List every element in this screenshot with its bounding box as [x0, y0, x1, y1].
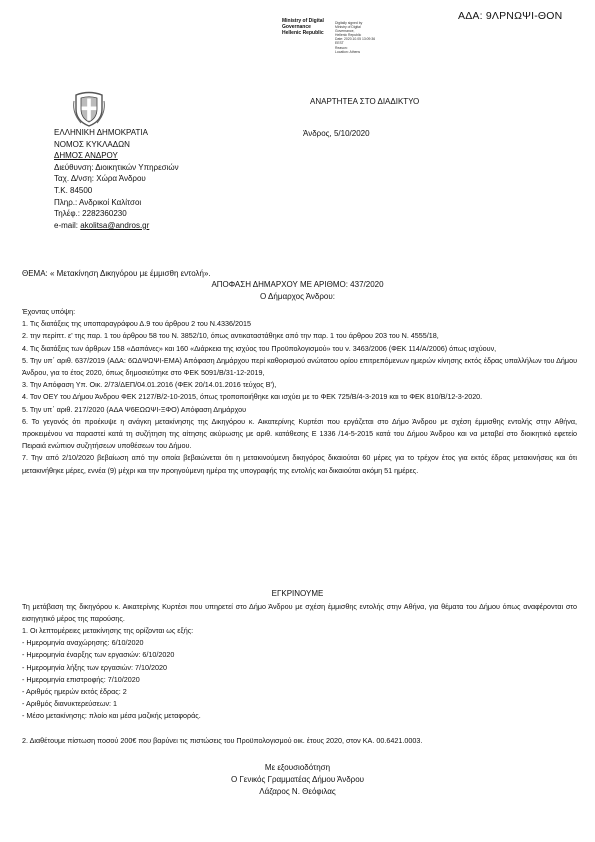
ada-code: ΑΔΑ: 9ΛΡΝΩΨΙ-ΘΟΝ — [458, 10, 563, 22]
postcode: Τ.Κ. 84500 — [54, 185, 93, 195]
travel-details — [22, 625, 201, 723]
signoff-authorization: Με εξουσιοδότηση — [264, 763, 331, 772]
detail-item: - Ημερομηνία λήξης των εργασιών: 7/10/2020 — [22, 662, 167, 672]
credit-paragraph: 2. Διαθέτουμε πίστωση ποσού 200€ που βαρύνει τις πιστώσεις του Προϋπολογισμού οικ. έτους 2020, στον ΚΑ. 00.6421.0003. — [22, 736, 423, 745]
detail-item: - Μέσο μετακίνησης: πλοίο και μέσα μαζικής μεταφοράς. — [22, 711, 201, 721]
sender-block — [54, 127, 179, 231]
details-intro: 1. Οι λεπτομέρειες μετακίνησης της ορίζονται ως εξής: — [22, 626, 194, 635]
detail-item: - Αριθμός ημερών εκτός έδρας: 2 — [22, 687, 127, 697]
phone: Τηλέφ.: 2282360230 — [54, 209, 127, 219]
directorate: Διεύθυνση: Διοικητικών Υπηρεσιών — [54, 162, 179, 172]
republic-name: ΕΛΛΗΝΙΚΗ ΔΗΜΟΚΡΑΤΙΑ — [54, 128, 148, 137]
signature-line: Location: Athens — [335, 49, 361, 54]
detail-item: - Ημερομηνία έναρξης των εργασιών: 6/10/2020 — [22, 650, 175, 660]
signature-line: Reason: — [335, 45, 348, 50]
publish-note: ΑΝΑΡΤΗΤΕΑ ΣΤΟ ΔΙΑΔΙΚΤΥΟ — [310, 97, 420, 106]
signoff-title: Ο Γενικός Γραμματέας Δήμου Άνδρου — [230, 775, 365, 785]
mayor-heading: Ο Δήμαρχος Άνδρου: — [260, 292, 335, 301]
list-item: 1. Τις διατάξεις της υποπαραγράφου Δ.9 του άρθρου 2 του Ν.4336/2015 — [22, 319, 251, 329]
list-item: 2. την περίπτ. ε' της παρ. 1 του άρθρου 58 του Ν. 3852/10, όπως αντικαταστάθηκε από την παρ. 1 του άρθρου 203 του Ν. 4555/18, — [22, 331, 439, 341]
signoff-block — [0, 762, 595, 799]
detail-item: - Αριθμός διανυκτερεύσεων: 1 — [22, 699, 118, 709]
signature-line: Governance, — [335, 29, 355, 34]
gov-line: Hellenic Republic — [282, 30, 324, 37]
digital-signature-details — [335, 21, 375, 54]
list-item: 3. Την Απόφαση Υπ. Οικ. 2/73/ΔΕΠ/04.01.2016 (ΦΕΚ 20/14.01.2016 τεύχος Β'), — [22, 380, 277, 390]
email-label: e-mail: — [54, 220, 81, 230]
greek-coat-of-arms-icon — [72, 91, 106, 127]
subject-line: ΘΕΜΑ: « Μετακίνηση Δικηγόρου με έμμισθη εντολή». — [22, 269, 211, 278]
list-item: 5. Την υπ΄ αριθ. 217/2020 (ΑΔΑ Ψ6ΕΩΩΨΙ-ΞΦΟ) Απόφαση Δημάρχου — [22, 404, 246, 414]
approve-heading: ΕΓΚΡΙΝΟΥΜΕ — [271, 589, 324, 598]
document-date: Άνδρος, 5/10/2020 — [303, 129, 370, 138]
decision-title: ΑΠΟΦΑΣΗ ΔΗΜΑΡΧΟΥ ΜΕ ΑΡΙΘΜΟ: 437/2020 — [211, 280, 384, 289]
list-item: 7. Την από 2/10/2020 βεβαίωση από την οποία βεβαιώνεται ότι η μετακινούμενη δικηγόρος δικαιούται 60 μέρες για το τρέχον έτος για εκτός έδρας μετακινήσεις και ότι μετακινήθηκε μέρες, εννέα (9) μέχρι και την προηγούμενη ημέρα της υπογραφής της εντολής και δικαιούται ακόμη 51 ημέρες. — [22, 453, 577, 475]
signoff-name: Λάζαρος Ν. Θεόφιλας — [259, 787, 336, 797]
list-item: 5. Την υπ΄ αριθ. 637/2019 (ΑΔΑ: 6ΩΔΨΩΨΙ-ΕΜΑ) Απόφαση Δημάρχου περί καθορισμού ανώτατου ορίου επιτρεπόμενων ημερών κίνησης εκτός έδρας υπαλλήλων του Δήμου Άνδρου, για το έτος 2020, όπως δημοσιεύτηκε στο ΦΕΚ 5091/Β/31-12-2019, — [22, 355, 577, 378]
municipality-name: ΔΗΜΟΣ ΑΝΔΡΟΥ — [54, 151, 118, 161]
detail-item: - Ημερομηνία αναχώρησης: 6/10/2020 — [22, 638, 144, 648]
signature-line: EEST — [335, 41, 344, 46]
gov-line: Ministry of Digital — [282, 18, 324, 24]
signature-line: Hellenic Republic — [335, 33, 362, 38]
prefecture-name: ΝΟΜΟΣ ΚΥΚΛΑΔΩΝ — [54, 139, 130, 149]
signer-organization — [282, 18, 324, 37]
postal-address: Ταχ. Δ/νση: Χώρα Άνδρου — [54, 174, 146, 184]
gov-line: Governance — [282, 24, 311, 31]
list-item: 4. Τον ΟΕΥ του Δήμου Άνδρου ΦΕΚ 2127/Β/2-10-2015, όπως τροποποιήθηκε και ισχύει με το ΦΕΚ 725/Β/4-3-2019 και το ΦΕΚ 810/Β/12-3-2020. — [22, 392, 483, 402]
email-link[interactable]: akolitsa@andros.gr — [80, 220, 150, 230]
list-item: 4. Τις διατάξεις των άρθρων 158 «Δαπάνες» και 160 «Διάρκεια της ισχύος του Προϋπολογισμού» του ν. 3463/2006 (ΦΕΚ 114/Α/2006) όπως ισχύουν, — [22, 343, 497, 353]
signature-line: Digitally signed by — [335, 21, 363, 25]
signature-line: Date: 2020.10.05 13:09:36 — [335, 37, 376, 42]
considering-section — [22, 306, 577, 477]
email-line — [54, 220, 179, 232]
signature-line: Ministry of Digital — [335, 25, 361, 30]
contact-person: Πληρ.: Ανδρικοί Καλίτσοι — [54, 197, 142, 207]
list-item: 6. Το γεγονός ότι προέκυψε η ανάγκη μετακίνησης της Δικηγόρου κ. Αικατερίνης Κυρτέσι που εργάζεται στο Δήμο Άνδρου με σχέση έμμισθης εντολής στην Αθήνα, προκειμένου να παραστεί κατά τη συζήτηση της αίτησης ακύρωσης με αριθ. κατάθεσης Ε 1336 /14-5-2015 κατά του Δήμου Άνδρου και να μεταβεί στο διοικητικό εφετείο Πειραιά ενώπιον συζητήσεων υποθέσεων του Δήμου. — [22, 416, 577, 451]
considering-label: Έχοντας υπόψη: — [22, 307, 76, 316]
approve-text: Τη μετάβαση της δικηγόρου κ. Αικατερίνης Κυρτέσι που υπηρετεί στο Δήμο Άνδρου με σχέση έμμισθης εντολής στην Αθήνα, για θέματα του Δήμου όπως αναφέρονται στο εισηγητικό μέρος της παρούσης. — [22, 602, 577, 624]
detail-item: - Ημερομηνία επιστροφής: 7/10/2020 — [22, 674, 140, 684]
